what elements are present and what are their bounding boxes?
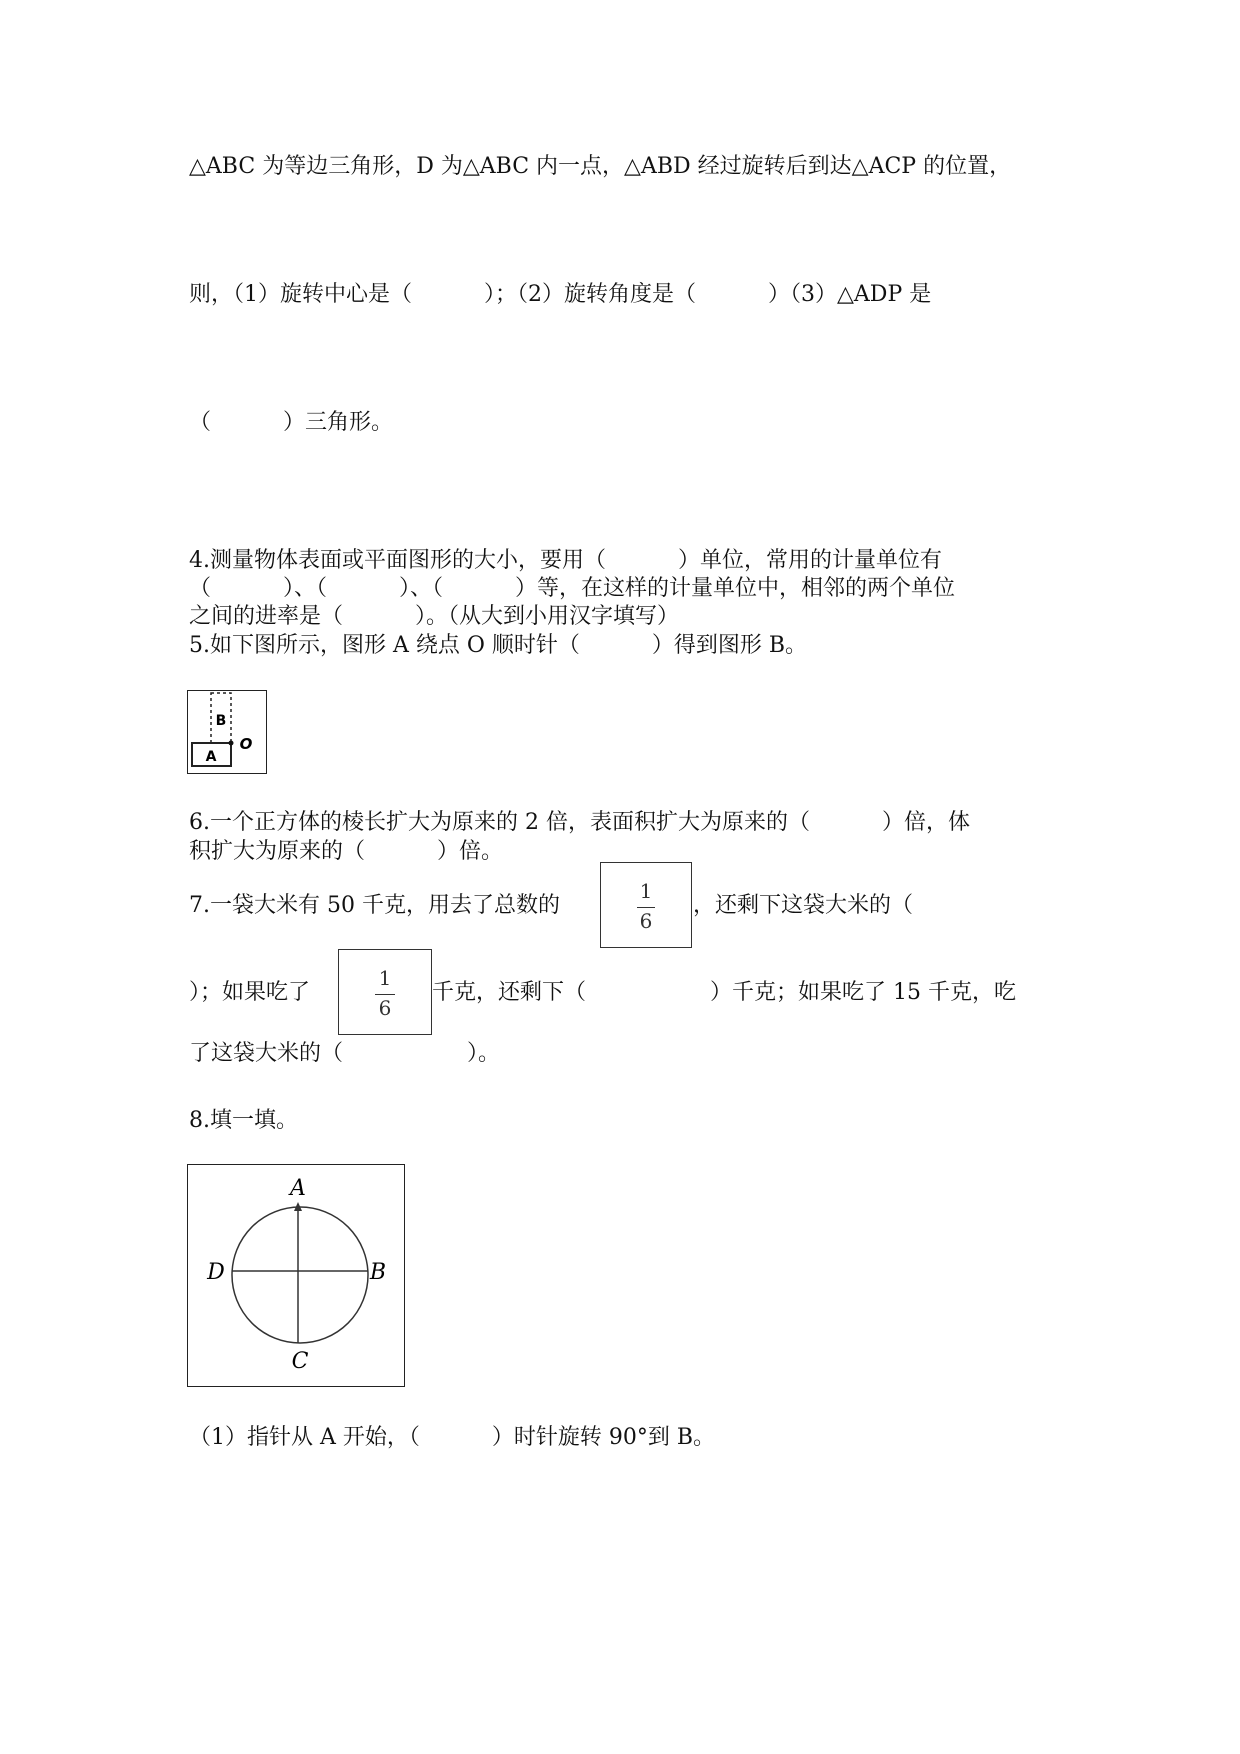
fraction-numerator: 1: [639, 879, 653, 903]
q4-line3-b: ）。（从大到小用汉字填写）: [415, 604, 680, 629]
q4-line3-a: 之间的进率是（: [189, 604, 344, 629]
dial-label-c: C: [291, 1349, 309, 1374]
shape-a-label: A: [205, 749, 217, 765]
dial-circle: [232, 1207, 368, 1343]
dial-label-a: A: [290, 1176, 306, 1201]
q5-text-a: 5.如下图所示，图形 A 绕点 O 顺时针（: [189, 633, 580, 658]
fraction-bar-2: [375, 994, 395, 995]
q8-sub1-b: ）时针旋转 90°到 B。: [491, 1425, 716, 1450]
q8-sub1: [189, 1424, 715, 1452]
dial-label-b: B: [369, 1260, 387, 1285]
q7-line2-a: ）；如果吃了: [189, 980, 311, 1005]
q4-line2: [189, 575, 955, 603]
fraction-bar: [637, 907, 655, 908]
q6-line2-b: ）倍。: [437, 839, 504, 864]
q3-line3: [189, 409, 393, 437]
q6-line1-a: 6.一个正方体的棱长扩大为原来的 2 倍，表面积扩大为原来的（: [189, 810, 810, 835]
q5-text: [189, 632, 807, 660]
q3-line1: △ABC 为等边三角形，D 为△ABC 内一点，△ABD 经过旋转后到达△ACP 的位置，: [189, 154, 1012, 179]
q8-title: 8.填一填。: [189, 1108, 298, 1133]
shape-b-label: B: [215, 713, 227, 729]
q4-line1: [189, 547, 942, 575]
q7-line3-a: 了这袋大米的（: [189, 1041, 344, 1066]
dial-label-d: D: [207, 1260, 225, 1285]
fraction-image-one-sixth-2: [338, 949, 432, 1035]
q4-line2-c: ）、（: [399, 576, 444, 601]
fraction-denominator-2: 6: [378, 996, 392, 1020]
q8-sub1-a: （1）指针从 A 开始，（: [189, 1425, 420, 1450]
q4-line3: [189, 603, 679, 631]
compass-dial-figure: [187, 1164, 405, 1387]
q7-line2-b: 千克，还剩下（: [432, 980, 587, 1005]
q3-line2: [189, 281, 931, 309]
q3-line3-b: ）三角形。: [283, 410, 394, 435]
fraction-image-one-sixth: [600, 862, 692, 948]
q3-line2-a: 则，（1）旋转中心是（: [189, 282, 412, 307]
q4-line1-a: 4.测量物体表面或平面图形的大小，要用（: [189, 548, 606, 573]
q7-line1-a: 7.一袋大米有 50 千克，用去了总数的: [189, 893, 560, 918]
q3-line3-a: （: [189, 410, 212, 435]
q6-line2: [189, 838, 503, 866]
q7-line2-rest: [432, 979, 1016, 1007]
pivot-point-o: [229, 741, 234, 746]
q7-line2-c: ）千克；如果吃了 15 千克，吃: [710, 980, 1016, 1005]
fraction-denominator: 6: [639, 909, 653, 933]
q7-line1-b: ，还剩下这袋大米的（: [693, 893, 914, 918]
q3-line2-b: ）；（2）旋转角度是（: [484, 282, 696, 307]
fraction-numerator-2: 1: [378, 966, 392, 990]
q4-line2-b: ）、（: [283, 576, 328, 601]
q7-line3-b: ）。: [467, 1041, 501, 1066]
q7-line3: [189, 1040, 500, 1068]
q6-line1: [189, 809, 970, 837]
q6-line2-a: 积扩大为原来的（: [189, 839, 366, 864]
q4-line1-b: ）单位，常用的计量单位有: [678, 548, 943, 573]
q3-line2-c: ）（3）△ADP 是: [768, 282, 932, 307]
pivot-label-o: O: [239, 735, 253, 753]
q6-line1-b: ）倍，体: [881, 810, 970, 835]
q4-line2-a: （: [189, 576, 212, 601]
rotation-figure: [187, 690, 267, 774]
q5-text-b: ）得到图形 B。: [651, 633, 808, 658]
q4-line2-d: ）等，在这样的计量单位中，相邻的两个单位: [515, 576, 956, 601]
